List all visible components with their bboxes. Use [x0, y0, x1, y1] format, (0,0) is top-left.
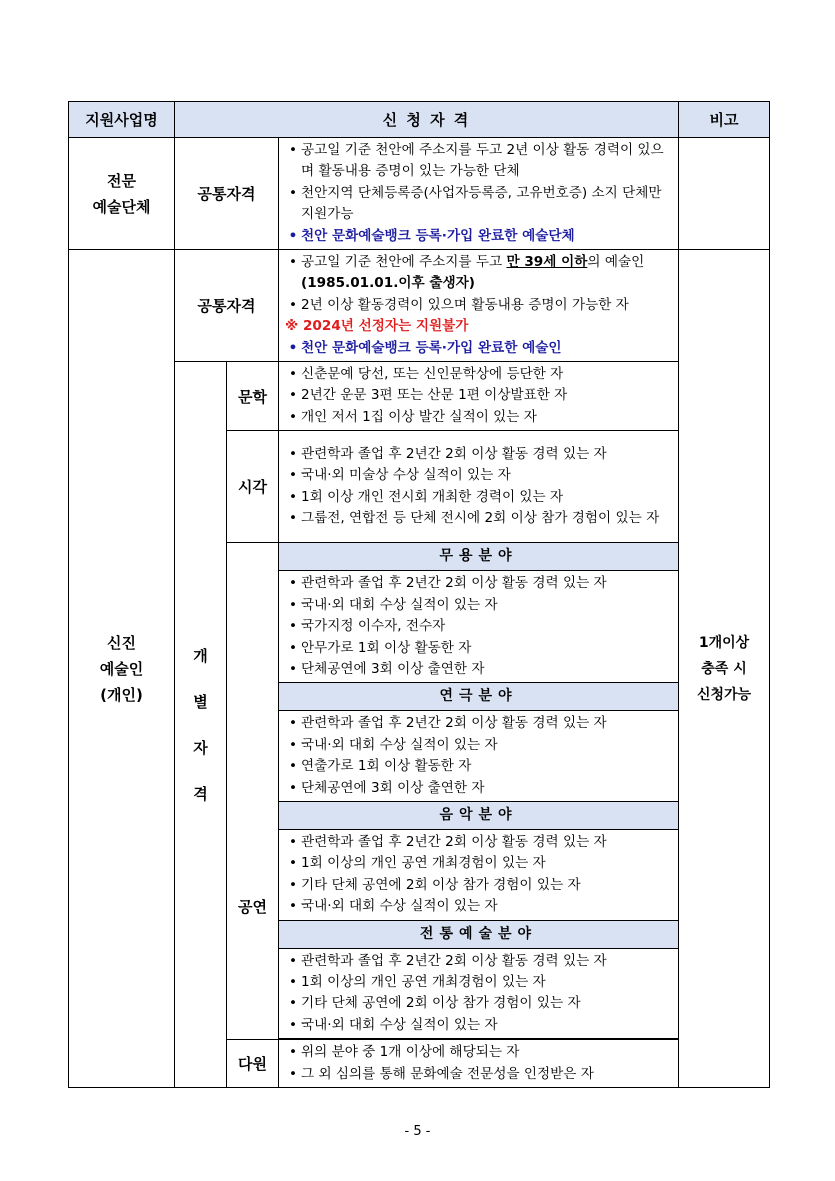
- category-pro-group: 전문 예술단체: [69, 138, 175, 250]
- list-item: • 기타 단체 공연에 2회 이상 참가 경험이 있는 자: [285, 993, 674, 1014]
- list-item: • 천안지역 단체등록증(사업자등록증, 고유번호증) 소지 단체만 지원가능: [285, 183, 674, 226]
- table-row: [69, 250, 770, 362]
- dance-section: [279, 543, 679, 683]
- field-performance-label: 공연: [227, 543, 279, 1040]
- pro-remarks: [679, 138, 770, 250]
- list-item: • 기타 단체 공연에 2회 이상 참가 경험이 있는 자: [285, 875, 674, 896]
- category-new-artist: 신진 예술인 (개인): [69, 250, 175, 1088]
- pro-common-list: [279, 138, 679, 250]
- list-item: • 관련학과 졸업 후 2년간 2회 이상 활동 경력 있는 자: [285, 713, 674, 734]
- theater-section: [279, 683, 679, 802]
- field-literature-label: 문학: [227, 362, 279, 431]
- new-artist-common-label: 공통자격: [175, 250, 279, 362]
- header-program-name: 지원사업명: [69, 102, 175, 138]
- list-item: • 그 외 심의를 통해 문화예술 전문성을 인정받은 자: [285, 1064, 674, 1085]
- traditional-heading: 전통예술분야: [279, 921, 678, 949]
- list-item: • 관련학과 졸업 후 2년간 2회 이상 활동 경력 있는 자: [285, 573, 674, 594]
- visual-list: [279, 431, 679, 543]
- list-item: • 국가지정 이수자, 전수자: [285, 616, 674, 637]
- list-item: • 국내·외 대회 수상 실적이 있는 자: [285, 595, 674, 616]
- list-item: • 2년간 운문 3편 또는 산문 1편 이상발표한 자: [285, 385, 674, 406]
- list-item: • 공고일 기준 천안에 주소지를 두고 2년 이상 활동 경력이 있으며 활동내용 증명이 있는 가능한 단체: [285, 140, 674, 183]
- individual-qualification-label: 개 별 자 격: [175, 362, 227, 1088]
- list-item: • 연출가로 1회 이상 활동한 자: [285, 756, 674, 777]
- list-item: • 관련학과 졸업 후 2년간 2회 이상 활동 경력 있는 자: [285, 444, 674, 465]
- literature-list: [279, 362, 679, 431]
- header-remarks: 비고: [679, 102, 770, 138]
- list-item: • 국내·외 대회 수상 실적이 있는 자: [285, 735, 674, 756]
- list-item: • 단체공연에 3회 이상 출연한 자: [285, 659, 674, 680]
- list-item: • 단체공연에 3회 이상 출연한 자: [285, 778, 674, 799]
- new-artist-remarks: 1개이상 충족 시 신청가능: [679, 250, 770, 1088]
- list-item: • 국내·외 대회 수상 실적이 있는 자: [285, 896, 674, 917]
- list-item: • 천안 문화예술뱅크 등록·가입 완료한 예술인: [285, 338, 674, 359]
- field-multi-label: 다원: [227, 1040, 279, 1088]
- eligibility-table: [68, 101, 770, 1088]
- list-item: • 1회 이상 개인 전시회 개최한 경력이 있는 자: [285, 487, 674, 508]
- field-visual-label: 시각: [227, 431, 279, 543]
- list-item: • 신춘문예 당선, 또는 신인문학상에 등단한 자: [285, 364, 674, 385]
- list-item: • 관련학과 졸업 후 2년간 2회 이상 활동 경력 있는 자: [285, 832, 674, 853]
- notice-item: ※ 2024년 선정자는 지원불가: [285, 318, 469, 335]
- list-item: • 국내·외 대회 수상 실적이 있는 자: [285, 1015, 674, 1036]
- dance-heading: 무용분야: [279, 543, 678, 571]
- list-item: • 관련학과 졸업 후 2년간 2회 이상 활동 경력 있는 자: [285, 951, 674, 972]
- list-item: • 안무가로 1회 이상 활동한 자: [285, 638, 674, 659]
- multi-list: [279, 1040, 679, 1088]
- list-item: • 국내·외 미술상 수상 실적이 있는 자: [285, 465, 674, 486]
- music-heading: 음악분야: [279, 802, 678, 830]
- list-item: • 공고일 기준 천안에 주소지를 두고 만 39세 이하의 예술인(1985.01.01.이후 출생자): [285, 252, 674, 295]
- list-item: • 개인 저서 1집 이상 발간 실적이 있는 자: [285, 407, 674, 428]
- list-item: • 2년 이상 활동경력이 있으며 활동내용 증명이 가능한 자: [285, 295, 674, 316]
- list-item: • 1회 이상의 개인 공연 개최경험이 있는 자: [285, 972, 674, 993]
- traditional-section: [279, 920, 679, 1039]
- theater-heading: 연극분야: [279, 683, 678, 711]
- header-qualification: 신 청 자 격: [175, 102, 679, 138]
- music-section: [279, 801, 679, 920]
- list-item: • 그룹전, 연합전 등 단체 전시에 2회 이상 참가 경험이 있는 자: [285, 508, 674, 529]
- new-artist-common-list: [279, 250, 679, 362]
- table-row: [69, 138, 770, 250]
- table-row: [69, 362, 770, 431]
- list-item: • 위의 분야 중 1개 이상에 해당되는 자: [285, 1042, 674, 1063]
- table-header-row: [69, 102, 770, 138]
- pro-common-label: 공통자격: [175, 138, 279, 250]
- list-item: • 천안 문화예술뱅크 등록·가입 완료한 예술단체: [285, 226, 674, 247]
- list-item: • 1회 이상의 개인 공연 개최경험이 있는 자: [285, 853, 674, 874]
- page-number: - 5 -: [404, 1124, 431, 1139]
